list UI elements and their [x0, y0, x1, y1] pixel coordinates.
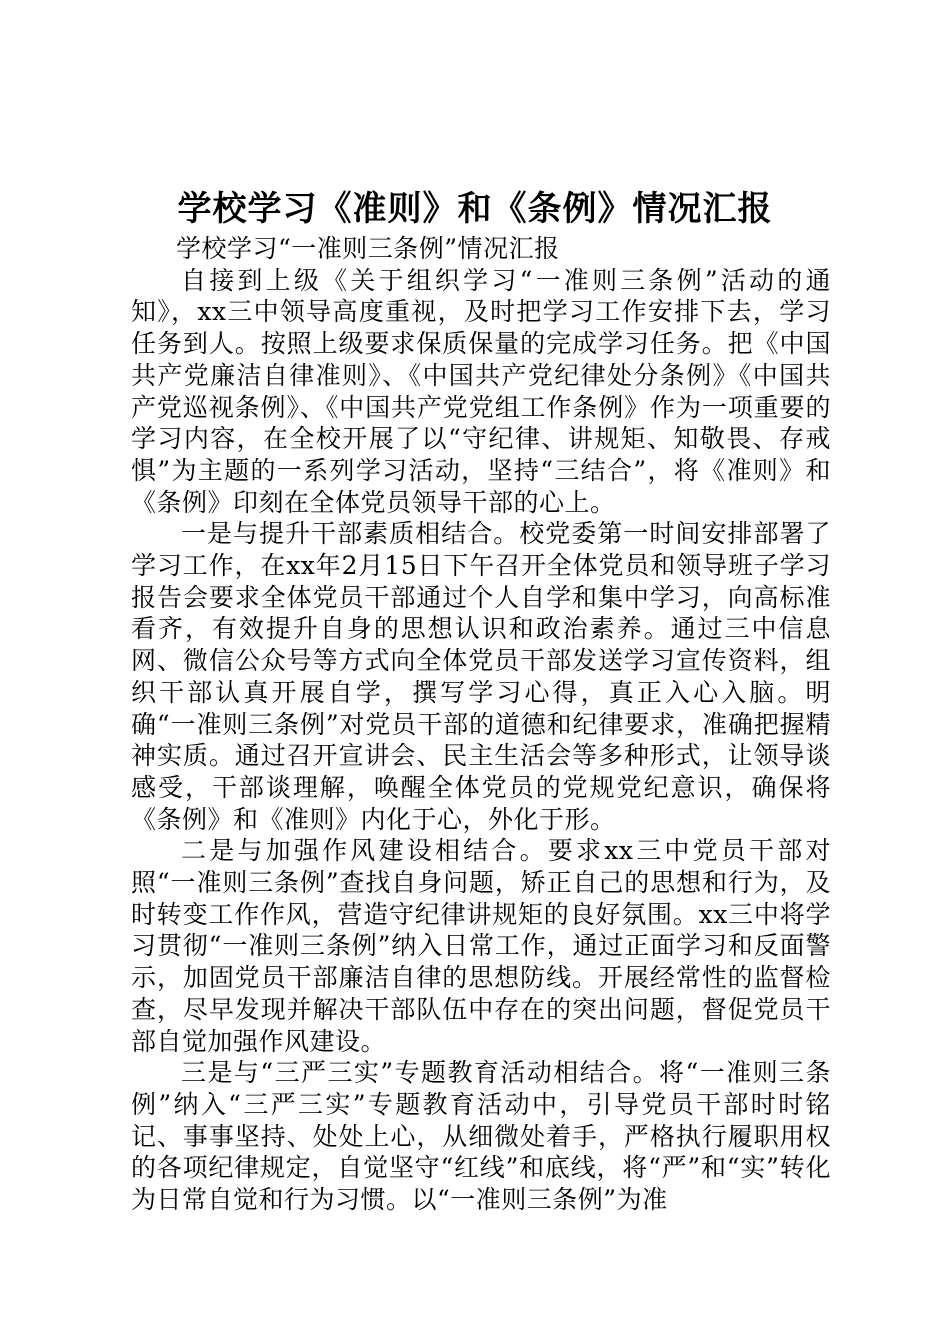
paragraph-point-two: 二是与加强作风建设相结合。要求xx三中党员干部对照“一准则三条例”查找自身问题，矫正自己的思想和行为，及时转变工作作风，营造守纪律讲规矩的良好氛围。xx三中将学习贯彻“一准则三条例”纳入日常工作，通过正面学习和反面警示，加固党员干部廉洁自律的思想防线。开展经常性的监督检查，尽早发现并解决干部队伍中存在的突出问题，督促党员干部自觉加强作风建设。 [131, 836, 831, 1056]
paragraph-point-three: 三是与“三严三实”专题教育活动相结合。将“一准则三条例”纳入“三严三实”专题教育活动中，引导党员干部时时铭记、事事坚持、处处上心，从细微处着手，严格执行履职用权的各项纪律规定，自觉坚守“红线”和底线，将“严”和“实”转化为日常自觉和行为习惯。以“一准则三条例”为准 [131, 1058, 831, 1215]
document-title: 学校学习《准则》和《条例》情况汇报 [177, 189, 773, 229]
paragraph-point-one: 一是与提升干部素质相结合。校党委第一时间安排部署了学习工作，在xx年2月15日下午召开全体党员和领导班子学习报告会要求全体党员干部通过个人自学和集中学习，向高标准看齐，有效提升自身的思想认识和政治素养。通过三中信息网、微信公众号等方式向全体党员干部发送学习宣传资料，组织干部认真开展自学，撰写学习心得，真正入心入脑。明确“一准则三条例”对党员干部的道德和纪律要求，准确把握精神实质。通过召开宣讲会、民主生活会等多种形式，让领导谈感受，干部谈理解，唤醒全体党员的党规党纪意识，确保将《条例》和《准则》内化于心，外化于形。 [131, 519, 831, 834]
document-subtitle: 学校学习“一准则三条例”情况汇报 [176, 234, 560, 263]
paragraph-intro: 自接到上级《关于组织学习“一准则三条例”活动的通知》，xx三中领导高度重视，及时把学习工作安排下去，学习任务到人。按照上级要求保质保量的完成学习任务。把《中国共产党廉洁自律准则》、《中国共产党纪律处分条例》《中国共产党巡视条例》、《中国共产党党组工作条例》作为一项重要的学习内容，在全校开展了以“守纪律、讲规矩、知敬畏、存戒惧”为主题的一系列学习活动，坚持“三结合”，将《准则》和《条例》印刻在全体党员领导干部的心上。 [131, 265, 831, 517]
document-body [131, 233, 831, 1216]
